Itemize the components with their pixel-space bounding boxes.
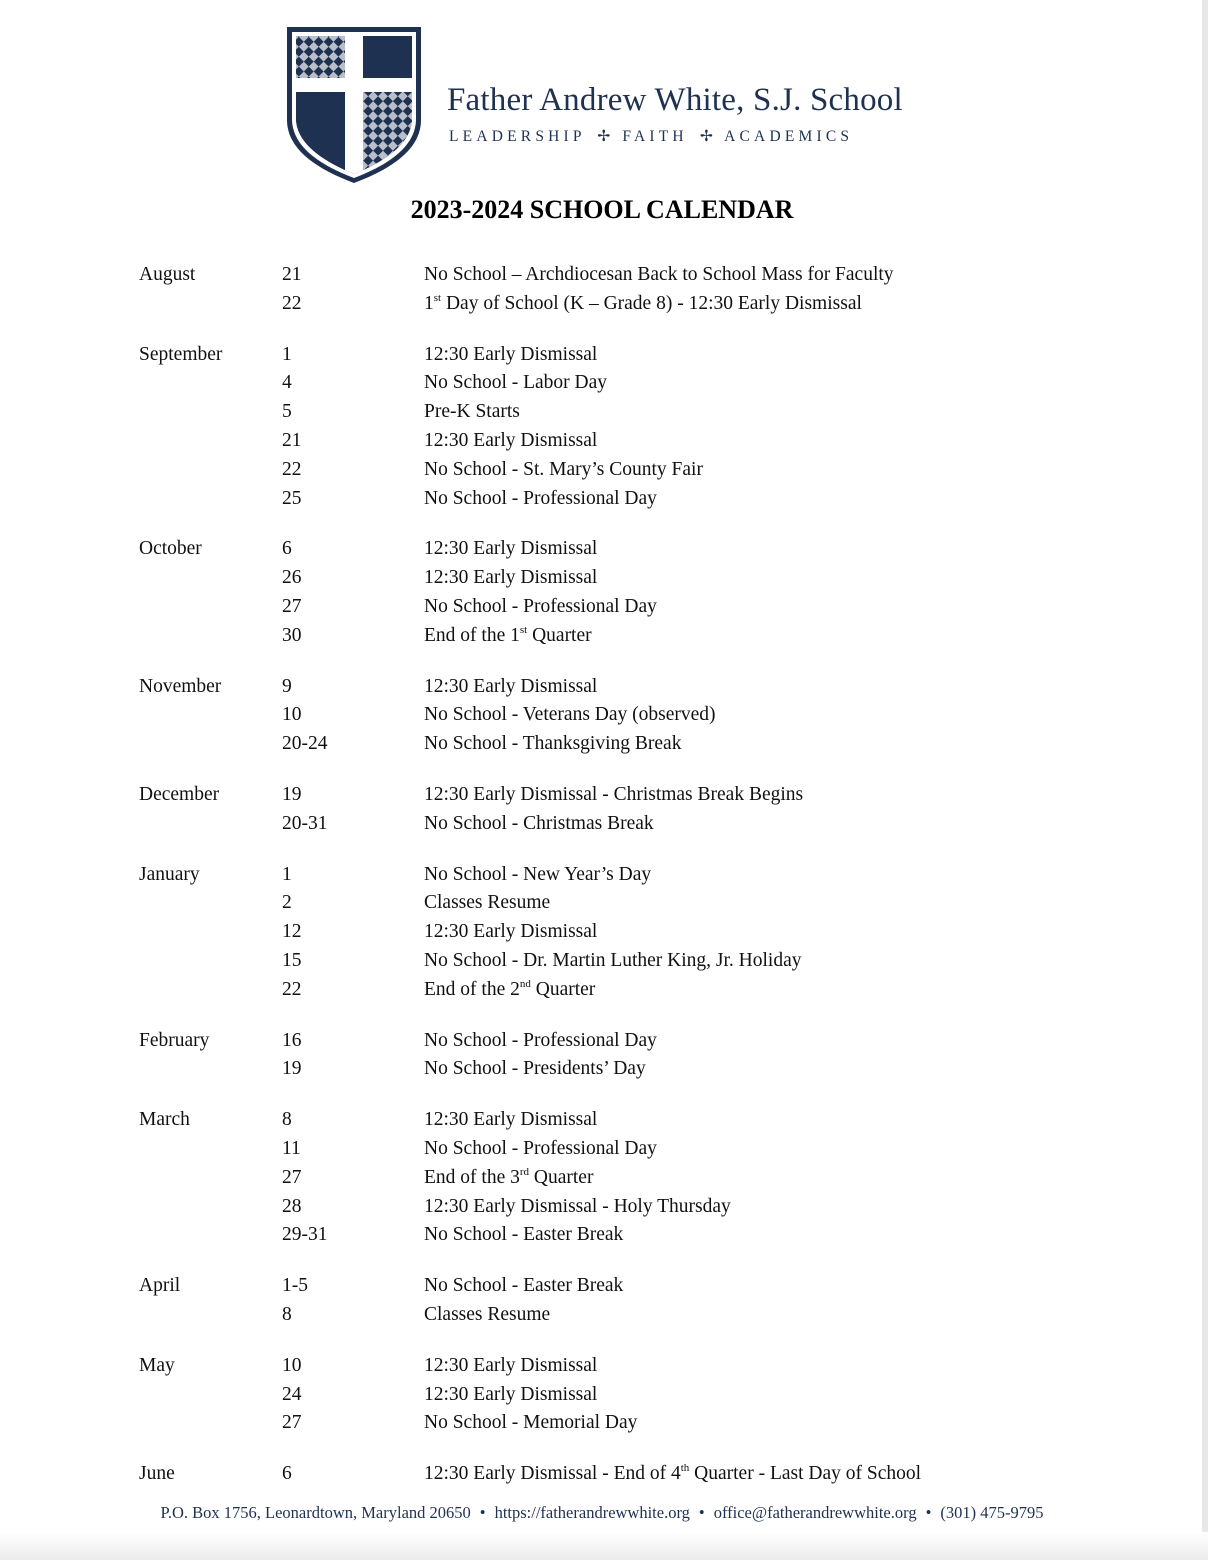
calendar-row xyxy=(139,593,1039,622)
calendar-row xyxy=(139,701,1039,730)
event-text: No School - Memorial Day xyxy=(424,1412,638,1434)
calendar-row xyxy=(139,1027,1039,1056)
footer-email: office@fatherandrewwhite.org xyxy=(713,1503,917,1522)
calendar-row xyxy=(139,485,1039,514)
day-value: 10 xyxy=(282,704,302,726)
month-label: March xyxy=(139,1109,190,1131)
bottom-band xyxy=(0,1532,1208,1560)
school-name: Father Andrew White, S.J. School xyxy=(447,82,903,118)
day-value: 12 xyxy=(282,921,302,943)
calendar-row xyxy=(139,889,1039,918)
calendar-row xyxy=(139,1381,1039,1410)
day-value: 11 xyxy=(282,1137,301,1159)
event-text: Classes Resume xyxy=(424,892,551,914)
day-value: 6 xyxy=(282,1463,292,1485)
day-value: 8 xyxy=(282,1109,292,1131)
calendar-row xyxy=(139,369,1039,398)
month-label: January xyxy=(139,863,200,885)
day-value: 22 xyxy=(282,978,302,1000)
event-text-part: Quarter - Last Day of School xyxy=(689,1463,922,1485)
day-value: 10 xyxy=(282,1354,302,1376)
event-text: No School - Veterans Day (observed) xyxy=(424,704,716,726)
calendar-row xyxy=(139,810,1039,839)
event-text: 12:30 Early Dismissal - Holy Thursday xyxy=(424,1195,731,1217)
month-group-december xyxy=(139,781,1039,839)
day-value: 9 xyxy=(282,675,292,697)
event-text: No School – Archdiocesan Back to School Mass for Faculty xyxy=(424,264,894,285)
event-text-part: Quarter xyxy=(530,978,596,1000)
month-label: November xyxy=(139,675,222,697)
motto-word: FAITH xyxy=(622,128,688,145)
event-text: 12:30 Early Dismissal xyxy=(424,1109,598,1131)
footer-phone: (301) 475-9795 xyxy=(940,1503,1044,1522)
calendar-row xyxy=(139,781,1039,810)
footer-separator: • xyxy=(698,1503,705,1522)
event-text: 12:30 Early Dismissal xyxy=(424,1383,598,1405)
footer-separator: • xyxy=(925,1503,932,1522)
ordinal-suffix: st xyxy=(519,623,528,636)
letterhead xyxy=(284,22,904,187)
month-group-september xyxy=(139,341,1039,514)
day-value: 27 xyxy=(282,1412,302,1434)
event-text: No School - Professional Day xyxy=(424,487,657,509)
month-label: September xyxy=(139,343,223,365)
event-text: Pre-K Starts xyxy=(424,401,520,423)
month-group-october xyxy=(139,535,1039,650)
footer-separator: • xyxy=(479,1503,486,1522)
day-value: 27 xyxy=(282,595,302,617)
event-text: No School - St. Mary’s County Fair xyxy=(424,458,703,480)
calendar-row xyxy=(139,341,1039,370)
ordinal-suffix: rd xyxy=(519,1165,530,1178)
event-text: No School - Christmas Break xyxy=(424,812,654,834)
calendar-row xyxy=(139,730,1039,759)
event-text: No School - Easter Break xyxy=(424,1224,624,1246)
day-value: 1 xyxy=(282,343,292,365)
calendar-row xyxy=(139,1106,1039,1135)
event-text-part: Quarter xyxy=(527,624,592,646)
calendar-row xyxy=(139,947,1039,976)
motto-word: LEADERSHIP xyxy=(449,128,586,145)
event-text: 12:30 Early Dismissal xyxy=(424,1354,598,1376)
footer-website: https://fatherandrewwhite.org xyxy=(494,1503,690,1522)
month-label: May xyxy=(139,1354,175,1376)
event-text: Classes Resume xyxy=(424,1303,551,1325)
calendar-row xyxy=(139,261,1039,290)
day-value: 5 xyxy=(282,401,292,423)
month-label: April xyxy=(139,1275,181,1297)
event-text xyxy=(424,622,592,651)
day-value: 25 xyxy=(282,487,302,509)
calendar-row xyxy=(139,1272,1039,1301)
calendar-row xyxy=(139,1221,1039,1250)
month-group-january xyxy=(139,861,1039,1005)
calendar-row xyxy=(139,290,1039,319)
event-text-part: Day of School (K – Grade 8) - 12:30 Early Dismissal xyxy=(441,292,862,314)
month-label: February xyxy=(139,1029,210,1051)
event-text-part: 1 xyxy=(424,292,434,314)
event-text: 12:30 Early Dismissal xyxy=(424,343,598,365)
motto-cross-icon: ✢ xyxy=(597,128,611,145)
day-value: 26 xyxy=(282,567,302,589)
month-group-april xyxy=(139,1272,1039,1330)
event-text: 12:30 Early Dismissal xyxy=(424,567,598,589)
day-value: 1-5 xyxy=(282,1275,308,1297)
day-value: 20-31 xyxy=(282,812,328,834)
day-value: 22 xyxy=(282,292,302,314)
calendar-row xyxy=(139,564,1039,593)
event-text: No School - Professional Day xyxy=(424,595,657,617)
calendar-row xyxy=(139,1301,1039,1330)
event-text: No School - Labor Day xyxy=(424,372,608,394)
event-text: No School - Professional Day xyxy=(424,1137,657,1159)
event-text-part: End of the 3 xyxy=(424,1166,520,1188)
day-value: 8 xyxy=(282,1303,292,1325)
day-value: 6 xyxy=(282,538,292,560)
motto-word: ACADEMICS xyxy=(724,128,854,145)
event-text-part: 12:30 Early Dismissal - End of 4 xyxy=(424,1463,681,1485)
day-value: 1 xyxy=(282,863,292,885)
event-text: No School - New Year’s Day xyxy=(424,863,652,885)
calendar-list xyxy=(139,261,1039,1511)
event-text: 12:30 Early Dismissal xyxy=(424,675,598,697)
day-value: 22 xyxy=(282,458,302,480)
event-text xyxy=(424,976,595,1005)
calendar-row xyxy=(139,622,1039,651)
month-label: August xyxy=(139,264,196,285)
event-text: No School - Dr. Martin Luther King, Jr. Holiday xyxy=(424,949,802,971)
day-value: 30 xyxy=(282,624,302,646)
event-text-part: Quarter xyxy=(529,1166,594,1188)
event-text: 12:30 Early Dismissal xyxy=(424,921,598,943)
month-group-november xyxy=(139,673,1039,759)
calendar-row xyxy=(139,1055,1039,1084)
ordinal-suffix: th xyxy=(680,1462,690,1475)
day-value: 29-31 xyxy=(282,1224,328,1246)
month-label: June xyxy=(139,1463,175,1485)
day-value: 27 xyxy=(282,1166,302,1188)
event-text: No School - Thanksgiving Break xyxy=(424,733,682,755)
event-text: No School - Professional Day xyxy=(424,1029,657,1051)
day-value: 16 xyxy=(282,1029,302,1051)
calendar-row xyxy=(139,1352,1039,1381)
day-value: 21 xyxy=(282,429,302,451)
month-group-march xyxy=(139,1106,1039,1250)
calendar-row xyxy=(139,1164,1039,1193)
day-value: 19 xyxy=(282,1058,302,1080)
event-text-part: End of the 2 xyxy=(424,978,520,1000)
month-group-june xyxy=(139,1460,1039,1489)
month-group-february xyxy=(139,1027,1039,1085)
month-label: October xyxy=(139,538,202,560)
event-text: No School - Easter Break xyxy=(424,1275,624,1297)
ordinal-suffix: st xyxy=(433,291,442,304)
day-value: 15 xyxy=(282,949,302,971)
day-value: 4 xyxy=(282,372,292,394)
calendar-row xyxy=(139,918,1039,947)
school-crest-logo xyxy=(284,22,424,184)
page-edge xyxy=(1202,0,1208,1560)
event-text: 12:30 Early Dismissal xyxy=(424,429,598,451)
calendar-row xyxy=(139,456,1039,485)
calendar-row xyxy=(139,398,1039,427)
day-value: 19 xyxy=(282,783,302,805)
event-text xyxy=(424,1164,593,1193)
calendar-row xyxy=(139,673,1039,702)
footer-contact xyxy=(0,1503,1204,1523)
day-value: 21 xyxy=(282,264,302,285)
month-label: December xyxy=(139,783,220,805)
calendar-row xyxy=(139,1460,1039,1489)
school-motto xyxy=(449,127,853,146)
calendar-row xyxy=(139,1135,1039,1164)
ordinal-suffix: nd xyxy=(519,977,531,990)
day-value: 24 xyxy=(282,1383,302,1405)
event-text xyxy=(424,290,862,319)
event-text: 12:30 Early Dismissal xyxy=(424,538,598,560)
month-group-august xyxy=(139,261,1039,319)
day-value: 28 xyxy=(282,1195,302,1217)
event-text: 12:30 Early Dismissal - Christmas Break Begins xyxy=(424,783,804,805)
calendar-row xyxy=(139,1193,1039,1222)
calendar-row xyxy=(139,861,1039,890)
month-group-may xyxy=(139,1352,1039,1438)
footer-address: P.O. Box 1756, Leonardtown, Maryland 20650 xyxy=(160,1503,471,1522)
event-text xyxy=(424,1460,921,1489)
page-title: 2023-2024 SCHOOL CALENDAR xyxy=(410,195,794,224)
calendar-row xyxy=(139,1409,1039,1438)
calendar-row xyxy=(139,427,1039,456)
event-text: No School - Presidents’ Day xyxy=(424,1058,646,1080)
calendar-row xyxy=(139,535,1039,564)
motto-cross-icon: ✢ xyxy=(699,128,713,145)
event-text-part: End of the 1 xyxy=(424,624,520,646)
day-value: 20-24 xyxy=(282,733,328,755)
day-value: 2 xyxy=(282,892,292,914)
calendar-row xyxy=(139,976,1039,1005)
